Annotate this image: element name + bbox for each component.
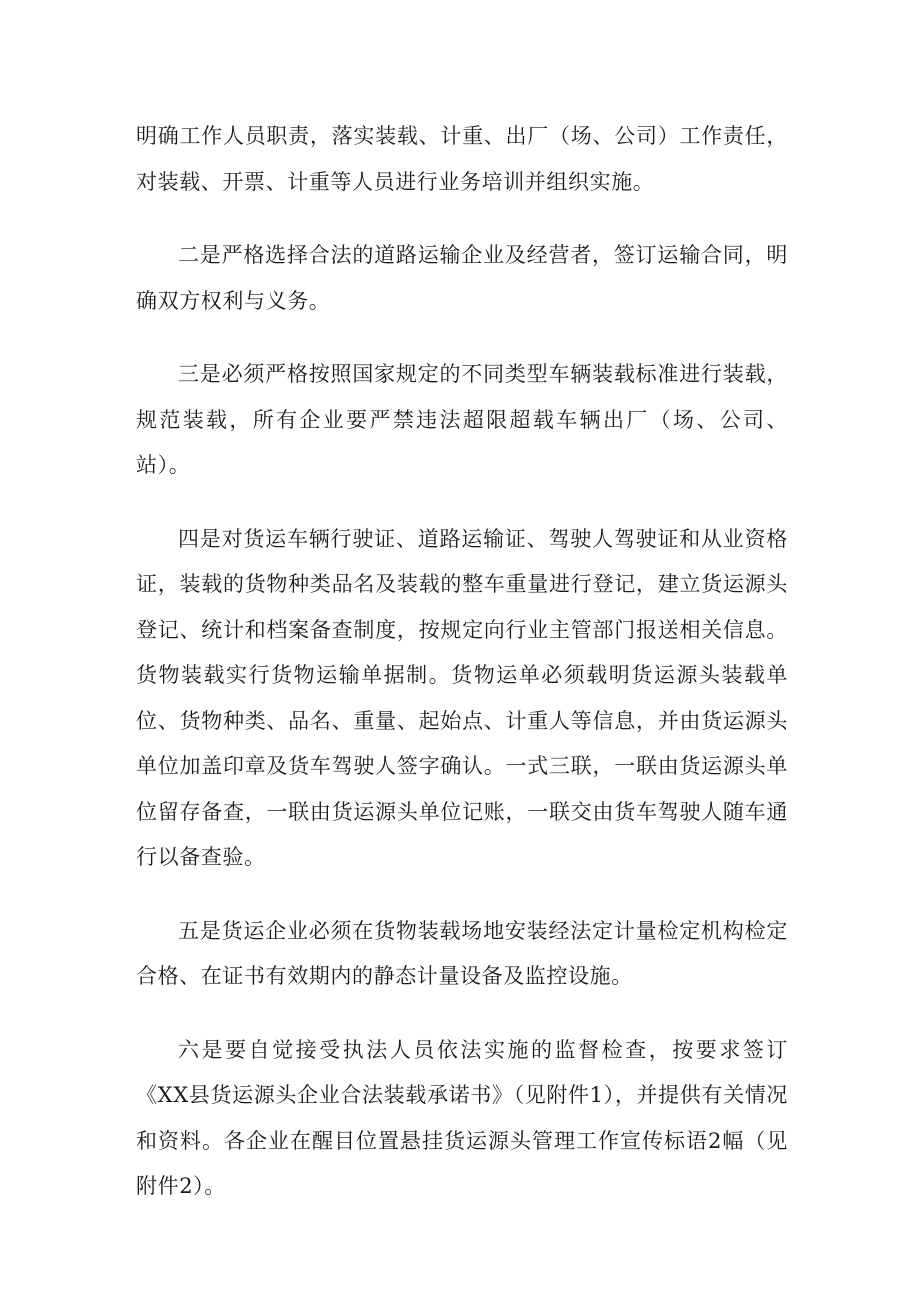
paragraph-item-three: 三是必须严格按照国家规定的不同类型车辆装载标准进行装载，规范装载，所有企业要严禁违法超限超载车辆出厂（场、公司、站）。 [136, 362, 788, 477]
paragraph-item-six: 六是要自觉接受执法人员依法实施的监督检查，按要求签订《XX县货运源头企业合法装载承诺书》（见附件1），并提供有关情况和资料。各企业在醒目位置悬挂货运源头管理工作宣传标语2幅（见附件2）。 [136, 1037, 788, 1198]
document-body [136, 114, 788, 1238]
paragraph-item-five: 五是货运企业必须在货物装载场地安装经法定计量检定机构检定合格、在证书有效期内的静态计量设备及监控设施。 [136, 918, 788, 988]
paragraph-item-two: 二是严格选择合法的道路运输企业及经营者，签订运输合同，明确双方权利与义务。 [136, 243, 788, 313]
paragraph-continuation: 明确工作人员职责，落实装载、计重、出厂（场、公司）工作责任，对装载、开票、计重等人员进行业务培训并组织实施。 [136, 124, 788, 194]
paragraph-item-four: 四是对货运车辆行驶证、道路运输证、驾驶人驾驶证和从业资格证，装载的货物种类品名及装载的整车重量进行登记，建立货运源头登记、统计和档案备查制度，按规定向行业主管部门报送相关信息。货物装载实行货物运输单据制。货物运单必须载明货运源头装载单位、货物种类、品名、重量、起始点、计重人等信息，并由货运源头单位加盖印章及货车驾驶人签字确认。一式三联，一联由货运源头单位留存备查，一联由货运源头单位记账，一联交由货车驾驶人随车通行以备查验。 [136, 526, 788, 869]
